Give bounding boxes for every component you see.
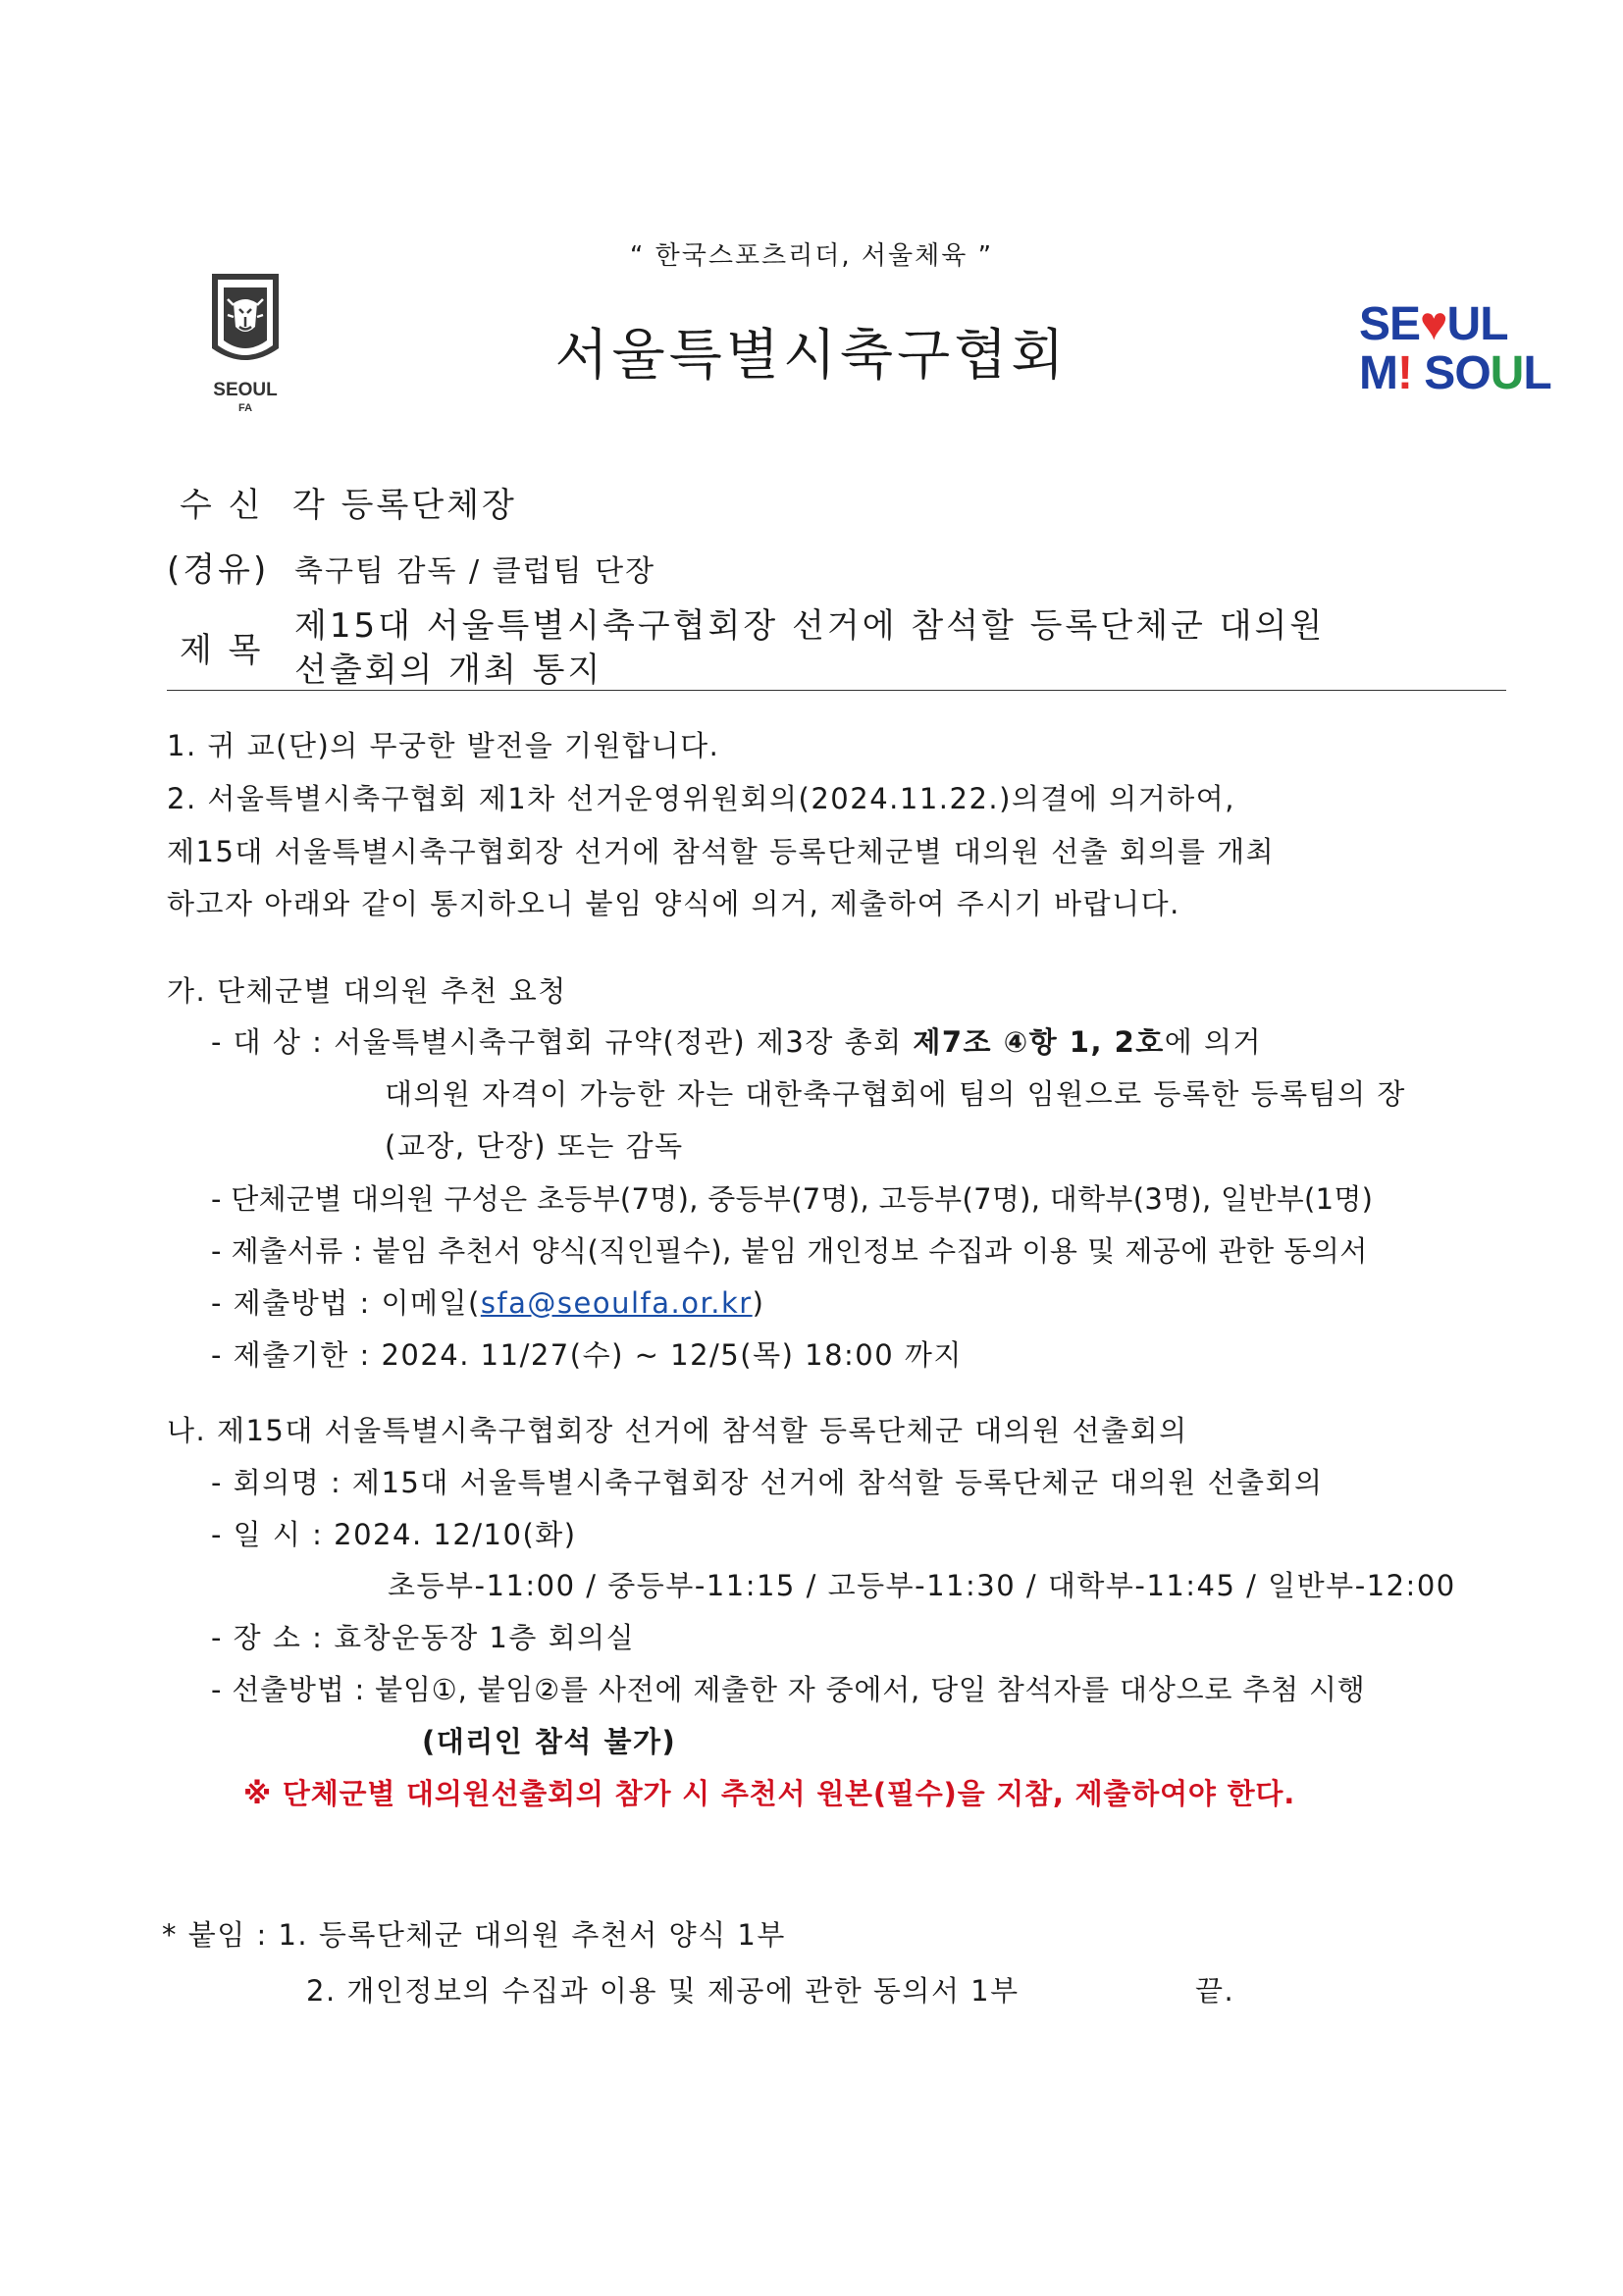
selection-line: - 선출방법 : 붙임①, 붙임②를 사전에 제출한 자 중에서, 당일 참석자를 대상으로 추첨 시행 [211, 1673, 1366, 1706]
email-link[interactable]: sfa@seoulfa.or.kr [480, 1286, 753, 1320]
target-prefix: - 대 상 : 서울특별시축구협회 규약(정관) 제3장 총회 [211, 1025, 914, 1059]
target-line2: 대의원 자격이 가능한 자는 대한축구협회에 팀의 임원으로 등록한 등록팀의 장 [385, 1077, 1406, 1111]
subject-line1: 제15대 서울특별시축구협회장 선거에 참석할 등록단체군 대의원 [294, 606, 1326, 646]
paragraph-1: 1. 귀 교(단)의 무궁한 발전을 기원합니다. [167, 729, 720, 762]
header-divider [167, 690, 1506, 691]
meeting-name-line: - 회의명 : 제15대 서울특별시축구협회장 선거에 참석할 등록단체군 대의원 선출회의 [211, 1466, 1324, 1499]
logo-seoul-line2: M! SOUL [1359, 347, 1551, 399]
logo-seoul-line1: SE♥UL [1359, 298, 1508, 350]
section-na-title: 나. 제15대 서울특별시축구협회장 선거에 참석할 등록단체군 대의원 선출회의 [167, 1414, 1188, 1447]
target-line1 [211, 1020, 1262, 1061]
paragraph-2-line1: 2. 서울특별시축구협회 제1차 선거운영위원회의(2024.11.22.)의결에 의거하여, [167, 782, 1235, 815]
target-suffix: 에 의거 [1164, 1025, 1263, 1059]
venue-line: - 장 소 : 효창운동장 1층 회의실 [211, 1621, 636, 1654]
deadline-line: - 제출기한 : 2024. 11/27(수) ~ 12/5(목) 18:00 까지 [211, 1338, 963, 1372]
red-notice: ※ 단체군별 대의원선출회의 참가 시 추천서 원본(필수)을 지참, 제출하여야 한다. [243, 1777, 1296, 1810]
paragraph-2-line3: 하고자 아래와 같이 통지하오니 붙임 양식에 의거, 제출하여 주시기 바랍니다. [167, 887, 1180, 920]
seoul-my-soul-logo [1359, 300, 1551, 398]
paragraph-2-line2: 제15대 서울특별시축구협회장 선거에 참석할 등록단체군별 대의원 선출 회의를 개최 [167, 835, 1276, 868]
logo-fa-text-top: SEOUL [213, 380, 278, 400]
via-value: 축구팀 감독 / 클럽팀 단장 [294, 554, 656, 589]
method-suffix: ) [752, 1286, 765, 1320]
composition-line: - 단체군별 대의원 구성은 초등부(7명), 중등부(7명), 고등부(7명), 대학부(3명), 일반부(1명) [211, 1182, 1374, 1216]
method-prefix: - 제출방법 : 이메일( [211, 1286, 481, 1320]
logo-fa-text-bottom: FA [237, 402, 253, 414]
attachment-line1: * 붙임 : 1. 등록단체군 대의원 추천서 양식 1부 [162, 1918, 786, 1952]
target-line3: (교장, 단장) 또는 감독 [385, 1129, 684, 1163]
attachment-line2: 2. 개인정보의 수집과 이용 및 제공에 관한 동의서 1부 [306, 1974, 1020, 2008]
no-proxy-note: (대리인 참석 불가) [422, 1725, 677, 1758]
schedule-line: 초등부-11:00 / 중등부-11:15 / 고등부-11:30 / 대학부-11:45 / 일반부-12:00 [388, 1569, 1456, 1602]
to-label: 수 신 [180, 486, 264, 525]
subject-line2: 선출회의 개최 통지 [294, 651, 603, 690]
via-label: (경유) [167, 550, 270, 590]
organization-name: 서울특별시축구협회 [554, 324, 1069, 388]
datetime-line: - 일 시 : 2024. 12/10(화) [211, 1518, 577, 1551]
slogan: “ 한국스포츠리더, 서울체육 ” [629, 241, 994, 271]
documents-line: - 제출서류 : 붙임 추천서 양식(직인필수), 붙임 개인정보 수집과 이용 및 제공에 관한 동의서 [211, 1234, 1368, 1268]
target-article: 제7조 ④항 1, 2호 [913, 1025, 1165, 1059]
subject-label: 제 목 [180, 631, 264, 670]
section-ga-title: 가. 단체군별 대의원 추천 요청 [167, 974, 567, 1008]
end-mark: 끝. [1195, 1974, 1235, 2008]
method-line [211, 1281, 765, 1322]
to-value: 각 등록단체장 [292, 486, 517, 525]
